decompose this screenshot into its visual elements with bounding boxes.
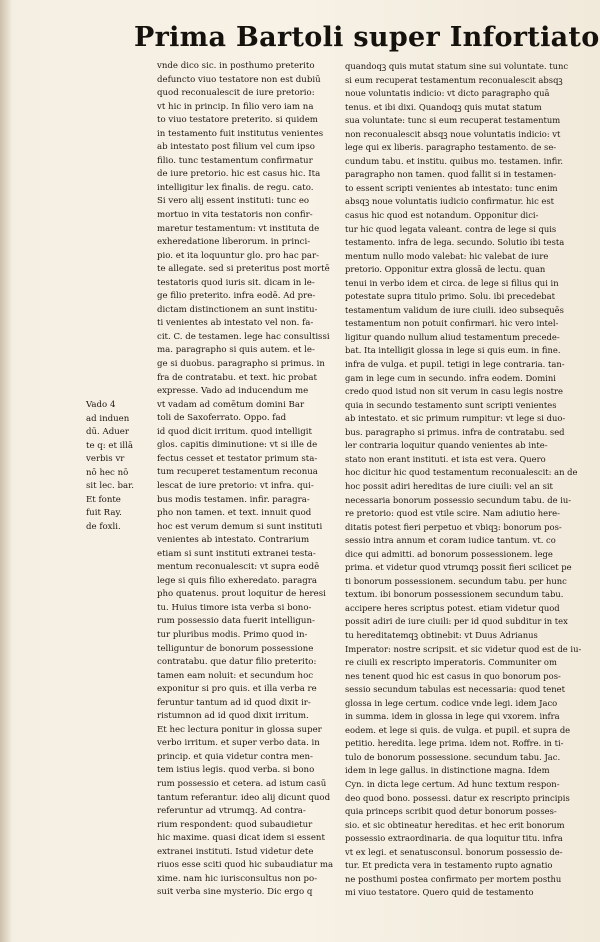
text-line: dictam distinctionem an sunt institu- bbox=[157, 304, 318, 315]
running-head: Prima Bartoli super Infortiato bbox=[134, 22, 600, 53]
text-line: dice qui admitti. ad bonorum possessionem. lege bbox=[345, 548, 553, 559]
marginal-line: ad induen bbox=[86, 413, 130, 424]
text-line: venientes ab intestato. Contrarium bbox=[157, 535, 310, 546]
text-line: stato non erant instituti. et ista est vera. Quero bbox=[345, 453, 546, 464]
text-line: ti bonorum possessionem. secundum tabu. per hunc bbox=[345, 575, 567, 586]
text-line: testamentum validum de iure ciuili. ideo subsequēs bbox=[345, 304, 564, 315]
text-line: vt ex legi. et senatusconsul. bonorum possessio de- bbox=[345, 846, 563, 857]
text-line: tantum referantur. ideo alij dicunt quod bbox=[157, 792, 331, 803]
marginal-line: de foxli. bbox=[86, 521, 121, 532]
text-line: fectus cesset et testator primum sta- bbox=[157, 453, 318, 464]
text-line: tulo de bonorum possessione. secundum tabu. Jac. bbox=[345, 751, 561, 762]
text-line: tem istius legis. quod verba. si bono bbox=[157, 765, 315, 776]
text-line: idem in lege gallus. in distinctione magna. Idem bbox=[345, 765, 550, 776]
text-line: petitio. heredita. lege prima. idem not. Roffre. in ti- bbox=[345, 738, 564, 749]
text-line: quia princeps scribit quod detur bonorum posses- bbox=[345, 806, 557, 817]
text-line: ge si duobus. paragrapho si primus. in bbox=[157, 359, 325, 370]
text-line: toli de Saxoferrato. Oppo. fad bbox=[157, 413, 287, 424]
text-line: pio. et ita loquuntur glo. pro hac par- bbox=[157, 250, 320, 261]
text-line: paragrapho non tamen. quod fallit si in testamen- bbox=[345, 169, 557, 180]
text-line: contratabu. que datur filio preterito: bbox=[157, 657, 317, 668]
text-line: mentum reconualescit: vt supra eodē bbox=[157, 562, 320, 573]
text-line: filio. tunc testamentum confirmatur bbox=[157, 155, 313, 166]
text-line: quia in secundo testamento sunt scripti venientes bbox=[345, 399, 557, 410]
marginal-line: Vado 4 bbox=[86, 400, 116, 410]
text-line: ge filio preterito. infra eodē. Ad pre- bbox=[157, 291, 316, 302]
text-line: absqꝫ noue voluntatis iudicio confirmatur. hic est bbox=[345, 196, 555, 207]
text-line: casus hic quod est notandum. Opponitur dici- bbox=[345, 210, 539, 221]
text-line: ti venientes ab intestato vel non. fa- bbox=[157, 318, 314, 329]
marginal-line: te q: et illā bbox=[86, 440, 134, 451]
text-line: si eum recuperat testamentum reconualescit absqꝫ bbox=[345, 74, 563, 85]
text-line: maretur testamentum: vt instituta de bbox=[157, 223, 320, 234]
text-line: sessio secundum tabulas est necessaria: quod tenet bbox=[345, 684, 565, 695]
text-line: referuntur ad vtrumqꝫ. Ad contra- bbox=[157, 806, 306, 817]
text-line: tu. Huius timore ista verba si bono- bbox=[157, 602, 312, 613]
text-line: lege qui ex liberis. paragrapho testamento. de se- bbox=[345, 142, 557, 153]
text-line: sio. et sic obtineatur hereditas. et hec erit bonorum bbox=[345, 819, 565, 830]
text-line: exponitur si pro quis. et illa verba re bbox=[157, 684, 317, 695]
text-line: tur pluribus modis. Primo quod in- bbox=[157, 629, 308, 640]
text-line: sua voluntate: tunc si eum recuperat testamentum bbox=[345, 115, 561, 126]
text-line: suit verba sine mysterio. Dic ergo q bbox=[157, 887, 313, 898]
text-line: testamento. infra de lega. secundo. Solutio ibi testa bbox=[345, 237, 565, 248]
text-line: mentum nullo modo valebat: hic valebat de iure bbox=[345, 250, 549, 261]
text-line: tur. Et predicta vera in testamento rupto agnatio bbox=[345, 860, 553, 871]
text-line: princip. et quia videtur contra men- bbox=[157, 751, 313, 762]
text-line: infra de vulga. et pupil. tetigi in lege contraria. tan- bbox=[345, 359, 565, 370]
text-line: testatoris quod iuris sit. dicam in le- bbox=[157, 277, 315, 288]
text-line: bat. Ita intelligit glossa in lege si quis eum. in fine. bbox=[345, 345, 561, 356]
text-line: ma. paragrapho si quis autem. et le- bbox=[157, 345, 315, 356]
text-line: hoc est verum demum si sunt instituti bbox=[157, 521, 323, 532]
marginal-line: verbis vr bbox=[86, 454, 125, 465]
text-line: telliguntur de bonorum possessione bbox=[157, 643, 314, 654]
text-line: tamen eam noluit: et secundum hoc bbox=[157, 670, 314, 681]
text-line: gam in lege cum in secundo. infra eodem. Domini bbox=[345, 372, 556, 383]
text-line: to viuo testatore preterito. si quidem bbox=[157, 115, 318, 126]
text-line: possessio extraordinaria. de qua loquitur titu. infra bbox=[345, 833, 563, 844]
marginal-line: nō hec nō bbox=[86, 467, 129, 478]
text-line: vt hic in princip. In filio vero iam na bbox=[157, 101, 314, 112]
text-line: ler contraria loquitur quando venientes ab inte- bbox=[345, 440, 548, 451]
text-line: quod reconualescit de iure pretorio: bbox=[157, 88, 315, 99]
text-line: noue voluntatis indicio: vt dicto paragrapho quā bbox=[345, 88, 550, 99]
marginal-line: Et fonte bbox=[86, 494, 121, 505]
text-line: lege si quis filio exheredato. paragra bbox=[157, 575, 318, 586]
text-line: possit adiri de iure ciuili: per id quod subditur in tex bbox=[345, 616, 568, 627]
marginal-line: fuit Ray. bbox=[86, 508, 122, 519]
text-line: deo quod bono. possessi. datur ex rescripto principis bbox=[345, 792, 570, 803]
text-line: ristumnon ad id quod dixit irritum. bbox=[157, 711, 309, 722]
text-line: intelligitur lex finalis. de regu. cato. bbox=[157, 182, 314, 193]
text-line: ne posthumi postea confirmato per mortem posthu bbox=[345, 873, 562, 884]
text-line: ligitur quando nullum aliud testamentum precede- bbox=[345, 331, 560, 342]
text-line: non reconualescit absqꝫ noue voluntatis indicio: vt bbox=[345, 128, 561, 139]
text-column-right bbox=[345, 60, 595, 900]
text-line: rum possessio et cetera. ad istum casū bbox=[157, 778, 327, 789]
text-line: credo quod istud non sit verum in casu legis nostre bbox=[345, 386, 563, 397]
text-line: etiam si sunt instituti extranei testa- bbox=[157, 548, 316, 559]
text-line: lescat de iure pretorio: vt infra. qui- bbox=[157, 480, 314, 491]
text-line: vnde dico sic. in posthumo preterito bbox=[157, 61, 315, 71]
text-line: to essent scripti venientes ab intestato: tunc enim bbox=[345, 182, 558, 193]
text-line: id quod dicit irritum. quod intelligit bbox=[157, 426, 312, 437]
text-line: vt vadam ad comētum domini Bar bbox=[157, 399, 305, 410]
text-line: in summa. idem in glossa in lege qui vxorem. infra bbox=[345, 711, 560, 722]
text-line: tu hereditatemqꝫ obtinebit: vt Duus Adrianus bbox=[345, 629, 538, 640]
text-line: sessio intra annum et coram iudice tantum. vt. co bbox=[345, 535, 556, 546]
text-line: cit. C. de testamen. lege hac consultissi bbox=[157, 331, 330, 342]
text-line: hic maxime. quasi dicat idem si essent bbox=[157, 833, 325, 844]
text-line: extranei instituti. Istud videtur dete bbox=[157, 846, 314, 857]
text-line: pretorio. Opponitur extra glossā de lectu. quan bbox=[345, 264, 546, 275]
text-line: expresse. Vado ad inducendum me bbox=[157, 386, 309, 397]
text-column-left bbox=[157, 60, 337, 900]
text-line: ab intestato post filium vel cum ipso bbox=[157, 142, 315, 153]
text-line: Si vero alij essent instituti: tunc eo bbox=[157, 196, 310, 207]
text-line: ditatis potest fieri perpetuo et vbiqꝫ: bonorum pos- bbox=[345, 521, 562, 532]
text-line: Imperator: nostre scripsit. et sic videtur quod est de iu- bbox=[345, 643, 582, 654]
text-line: bus. paragrapho si primus. infra de contratabu. sed bbox=[345, 426, 565, 437]
text-line: pho quatenus. prout loquitur de heresi bbox=[157, 589, 326, 600]
text-line: xime. nam hic iurisconsultus non po- bbox=[157, 873, 318, 884]
text-line: tenui in verbo idem et circa. de lege si filius qui in bbox=[345, 277, 559, 288]
text-line: re ciuili ex rescripto imperatoris. Communiter om bbox=[345, 657, 557, 668]
text-line: accipere heres scriptus potest. etiam videtur quod bbox=[345, 602, 560, 613]
text-line: hoc possit adiri hereditas de iure ciuili: vel an sit bbox=[345, 480, 553, 491]
text-line: testamentum non potuit confirmari. hic vero intel- bbox=[345, 318, 559, 329]
text-line: defuncto viuo testatore non est dubiū bbox=[157, 74, 321, 85]
text-line: mi viuo testatore. Quero quid de testamento bbox=[345, 887, 534, 898]
text-line: nes tenent quod hic est casus in quo bonorum pos- bbox=[345, 670, 561, 681]
text-line: tur hic quod legata valeant. contra de lege si quis bbox=[345, 223, 557, 234]
text-line: bus modis testamen. infir. paragra- bbox=[157, 494, 310, 505]
text-line: Cyn. in dicta lege certum. Ad hunc textum respon- bbox=[345, 778, 560, 789]
text-line: verbo irritum. et super verbo data. in bbox=[157, 738, 320, 749]
text-line: exheredatione liberorum. in princi- bbox=[157, 237, 311, 248]
text-line: tum recuperet testamentum reconua bbox=[157, 467, 318, 478]
marginal-line: dū. Aduer bbox=[86, 427, 129, 438]
text-line: textum. ibi bonorum possessionem secundum tabu. bbox=[345, 589, 564, 600]
page-gutter-shadow bbox=[0, 0, 12, 942]
text-line: rum possessio data fuerit intelligun- bbox=[157, 616, 315, 627]
text-line: re pretorio: quod est vtile scire. Nam adiutio here- bbox=[345, 508, 560, 519]
text-line: quandoqꝫ quis mutat statum sine sui voluntate. tunc bbox=[345, 61, 569, 71]
marginal-line: sit lec. bar. bbox=[86, 481, 134, 492]
text-line: in testamento fuit institutus venientes bbox=[157, 128, 324, 139]
text-line: necessaria bonorum possessio secundum tabu. de iu- bbox=[345, 494, 572, 505]
text-line: tenus. et ibi dixi. Quandoqꝫ quis mutat statum bbox=[345, 101, 542, 112]
text-line: glos. capitis diminutione: vt si ille de bbox=[157, 440, 318, 451]
text-line: ab intestato. et sic primum rumpitur: vt lege si duo- bbox=[345, 413, 566, 424]
text-line: rium respondent: quod subaudietur bbox=[157, 819, 313, 830]
text-line: potestate supra titulo primo. Solu. ibi precedebat bbox=[345, 291, 556, 302]
text-line: te allegate. sed si preteritus post mortē bbox=[157, 264, 330, 275]
text-line: Et hec lectura ponitur in glossa super bbox=[157, 724, 322, 735]
text-line: feruntur tantum ad id quod dixit ir- bbox=[157, 697, 311, 708]
text-line: eodem. et lege si quis. de vulga. et pupil. et supra de bbox=[345, 724, 571, 735]
text-line: hoc dicitur hic quod testamentum reconualescit: an de bbox=[345, 467, 578, 478]
text-line: glossa in lege certum. codice vnde legi. idem Jaco bbox=[345, 697, 558, 708]
text-line: prima. et videtur quod vtrumqꝫ possit fieri scilicet pe bbox=[345, 562, 572, 573]
marginal-note bbox=[86, 399, 156, 534]
text-line: fra de contratabu. et text. hic probat bbox=[157, 372, 318, 383]
text-line: riuos esse sciti quod hic subaudiatur ma bbox=[157, 860, 334, 871]
text-line: cundum tabu. et institu. quibus mo. testamen. infir. bbox=[345, 155, 564, 166]
text-line: de iure pretorio. hic est casus hic. Ita bbox=[157, 169, 321, 180]
text-line: mortuo in vita testatoris non confir- bbox=[157, 210, 313, 221]
text-line: pho non tamen. et text. innuit quod bbox=[157, 508, 312, 519]
